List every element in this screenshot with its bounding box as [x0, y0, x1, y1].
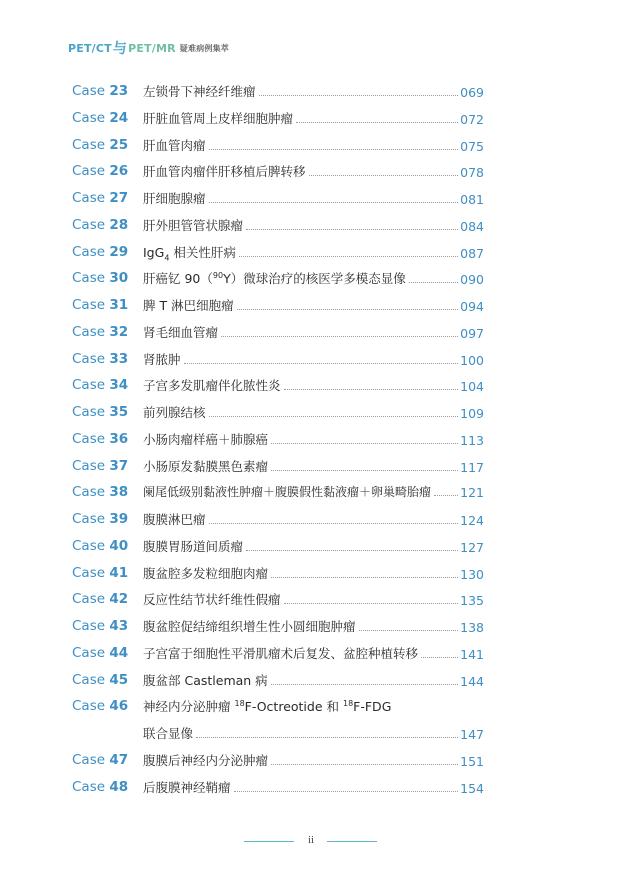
- entry-title: 左锁骨下神经纤维瘤: [143, 84, 256, 99]
- entry-title: 腹膜胃肠道间质瘤: [143, 538, 244, 554]
- page-number: 147: [460, 727, 484, 743]
- toc-entry[interactable]: [72, 749, 484, 776]
- case-label: Case 24: [72, 109, 129, 126]
- leader-dots: [246, 549, 458, 551]
- entry-title: 肝血管肉瘤: [143, 137, 206, 153]
- page-number: 075: [460, 138, 484, 154]
- leader-dots: [309, 174, 459, 176]
- leader-dots: [271, 683, 458, 685]
- toc-entry[interactable]: [72, 481, 484, 508]
- entry-title: 神经内分泌肿瘤 $^{18}$F-Octreotide 和 $^{18}$F-FDG: [143, 699, 392, 715]
- toc-entry[interactable]: [72, 695, 484, 749]
- case-label: Case 46: [72, 698, 129, 715]
- entry-title: 肝外胆管管状腺瘤: [143, 217, 244, 233]
- page-number: 154: [460, 780, 484, 796]
- case-label: Case 42: [72, 591, 129, 608]
- brand-pet-ct: PET/CT: [68, 41, 112, 55]
- entry-title: 肝癌钇 90（$^{90}$Y）微球治疗的核医学多模态显像: [143, 271, 406, 287]
- leader-dots: [434, 494, 458, 496]
- page-number: 069: [460, 85, 484, 100]
- leader-dots: [196, 736, 458, 738]
- page-number: 100: [460, 352, 484, 368]
- entry-title: 腹膜后神经内分泌肿瘤: [143, 752, 269, 768]
- page-number: 109: [460, 406, 484, 421]
- brand-pet-mr: PET/MR: [128, 41, 176, 55]
- page-number: 130: [460, 566, 484, 582]
- page-number: 117: [460, 459, 484, 475]
- case-label: Case 29: [72, 243, 129, 260]
- entry-title: 腹盆腔多发粒细胞肉瘤: [143, 565, 269, 581]
- case-label: Case 31: [72, 297, 129, 313]
- page-number: 087: [460, 245, 484, 261]
- footer-page-number: ii: [307, 834, 315, 846]
- leader-dots: [209, 148, 459, 150]
- leader-dots: [237, 308, 459, 310]
- entry-title: 子宫多发肌瘤伴化脓性炎: [143, 378, 281, 394]
- page-number: 135: [460, 593, 484, 609]
- entry-title: 阑尾低级别黏液性肿瘤＋腹膜假性黏液瘤＋卵巢畸胎瘤: [143, 485, 432, 500]
- toc-entry[interactable]: [72, 776, 484, 803]
- page-number: 151: [460, 753, 484, 769]
- page-footer: [0, 834, 630, 848]
- entry-title: 反应性结节状纤维性假瘤: [143, 592, 281, 608]
- entry-title: 脾 T 淋巴细胞瘤: [143, 298, 234, 313]
- leader-dots: [284, 602, 459, 604]
- entry-title: 小肠原发黏膜黑色素瘤: [143, 458, 269, 474]
- leader-dots: [421, 656, 458, 658]
- case-label: Case 48: [72, 778, 129, 795]
- leader-dots: [234, 790, 459, 792]
- entry-title: 肝脏血管周上皮样细胞肿瘤: [143, 110, 294, 126]
- entry-title: 腹盆腔促结缔组织增生性小圆细胞肿瘤: [143, 619, 356, 634]
- toc-entry[interactable]: [72, 401, 484, 428]
- toc-entry[interactable]: [72, 615, 484, 642]
- case-label: Case 36: [72, 430, 129, 447]
- toc-entry[interactable]: [72, 588, 484, 615]
- toc-entry[interactable]: [72, 321, 484, 348]
- toc-entry[interactable]: [72, 80, 484, 107]
- entry-title: 腹盆部 Castleman 病: [143, 672, 268, 688]
- toc-entry[interactable]: [72, 267, 484, 294]
- table-of-contents: [72, 80, 484, 802]
- entry-title: 肝细胞腺瘤: [143, 191, 206, 206]
- toc-entry[interactable]: [72, 134, 484, 161]
- entry-title: 子宫富于细胞性平滑肌瘤术后复发、盆腔种植转移: [143, 645, 419, 661]
- page-number: 144: [460, 673, 484, 689]
- entry-title-continued: 联合显像: [143, 726, 194, 742]
- page-number: 124: [460, 513, 484, 528]
- page-number: 138: [460, 620, 484, 635]
- entry-title: 肾毛细血管瘤: [143, 324, 219, 340]
- page-number: 078: [460, 165, 484, 181]
- page-number: 097: [460, 325, 484, 341]
- toc-entry[interactable]: [72, 508, 484, 535]
- page-number: 113: [460, 432, 484, 448]
- leader-dots: [284, 388, 459, 390]
- toc-entry[interactable]: [72, 160, 484, 187]
- toc-entry[interactable]: [72, 535, 484, 562]
- entry-title: 前列腺结核: [143, 405, 206, 420]
- toc-entry[interactable]: [72, 428, 484, 455]
- leader-dots: [271, 763, 458, 765]
- case-label: Case 28: [72, 216, 129, 233]
- leader-dots: [271, 576, 458, 578]
- page-number: 121: [460, 485, 484, 501]
- case-label: Case 45: [72, 671, 129, 688]
- toc-entry[interactable]: [72, 374, 484, 401]
- footer-rule-right: [327, 841, 377, 842]
- toc-entry[interactable]: [72, 214, 484, 241]
- toc-entry[interactable]: [72, 642, 484, 669]
- toc-entry[interactable]: [72, 107, 484, 134]
- case-label: Case 40: [72, 537, 129, 554]
- toc-entry[interactable]: [72, 241, 484, 268]
- leader-dots: [209, 522, 459, 524]
- case-label: Case 23: [72, 83, 129, 99]
- leader-dots: [221, 335, 458, 337]
- entry-title: 腹膜淋巴瘤: [143, 512, 206, 527]
- leader-dots: [246, 228, 458, 230]
- toc-entry[interactable]: [72, 348, 484, 375]
- case-label: Case 27: [72, 190, 129, 206]
- book-brand-header: [68, 38, 229, 58]
- leader-dots: [359, 629, 459, 631]
- page-number: 127: [460, 539, 484, 555]
- case-label: Case 43: [72, 618, 129, 634]
- leader-dots: [271, 442, 458, 444]
- leader-dots: [409, 281, 458, 283]
- leader-dots: [239, 255, 458, 257]
- case-label: Case 38: [72, 484, 129, 501]
- case-label: Case 34: [72, 377, 129, 394]
- case-label: Case 25: [72, 136, 129, 153]
- case-label: Case 41: [72, 564, 129, 581]
- brand-connector: 与: [112, 41, 128, 57]
- page-number: 104: [460, 379, 484, 395]
- case-label: Case 33: [72, 350, 129, 367]
- case-label: Case 30: [72, 270, 129, 287]
- page-number: 141: [460, 646, 484, 662]
- entry-title: IgG$_4$ 相关性肝病: [143, 244, 236, 262]
- case-label: Case 35: [72, 404, 129, 420]
- case-label: Case 37: [72, 457, 129, 474]
- toc-entry[interactable]: [72, 562, 484, 589]
- page-number: 084: [460, 218, 484, 234]
- leader-dots: [271, 469, 458, 471]
- page-number: 090: [460, 272, 484, 288]
- page-number: 072: [460, 111, 484, 127]
- entry-title: 小肠肉瘤样癌＋肺腺癌: [143, 431, 269, 447]
- brand-subtitle: 疑难病例集萃: [179, 43, 229, 53]
- toc-entry[interactable]: [72, 294, 484, 321]
- entry-title: 后腹膜神经鞘瘤: [143, 779, 231, 795]
- leader-dots: [259, 94, 459, 96]
- case-label: Case 44: [72, 644, 129, 661]
- leader-dots: [296, 121, 458, 123]
- case-label: Case 39: [72, 511, 129, 527]
- footer-rule-left: [244, 841, 294, 842]
- leader-dots: [209, 415, 459, 417]
- toc-entry[interactable]: [72, 669, 484, 696]
- case-label: Case 26: [72, 163, 129, 180]
- entry-title: 肾脓肿: [143, 351, 181, 367]
- case-label: Case 47: [72, 751, 129, 768]
- toc-entry[interactable]: [72, 187, 484, 214]
- leader-dots: [209, 201, 459, 203]
- toc-entry[interactable]: [72, 455, 484, 482]
- page-number: 081: [460, 192, 484, 207]
- case-label: Case 32: [72, 323, 129, 340]
- entry-title: 肝血管肉瘤伴肝移植后脾转移: [143, 164, 306, 180]
- leader-dots: [184, 362, 459, 364]
- page-number: 094: [460, 299, 484, 314]
